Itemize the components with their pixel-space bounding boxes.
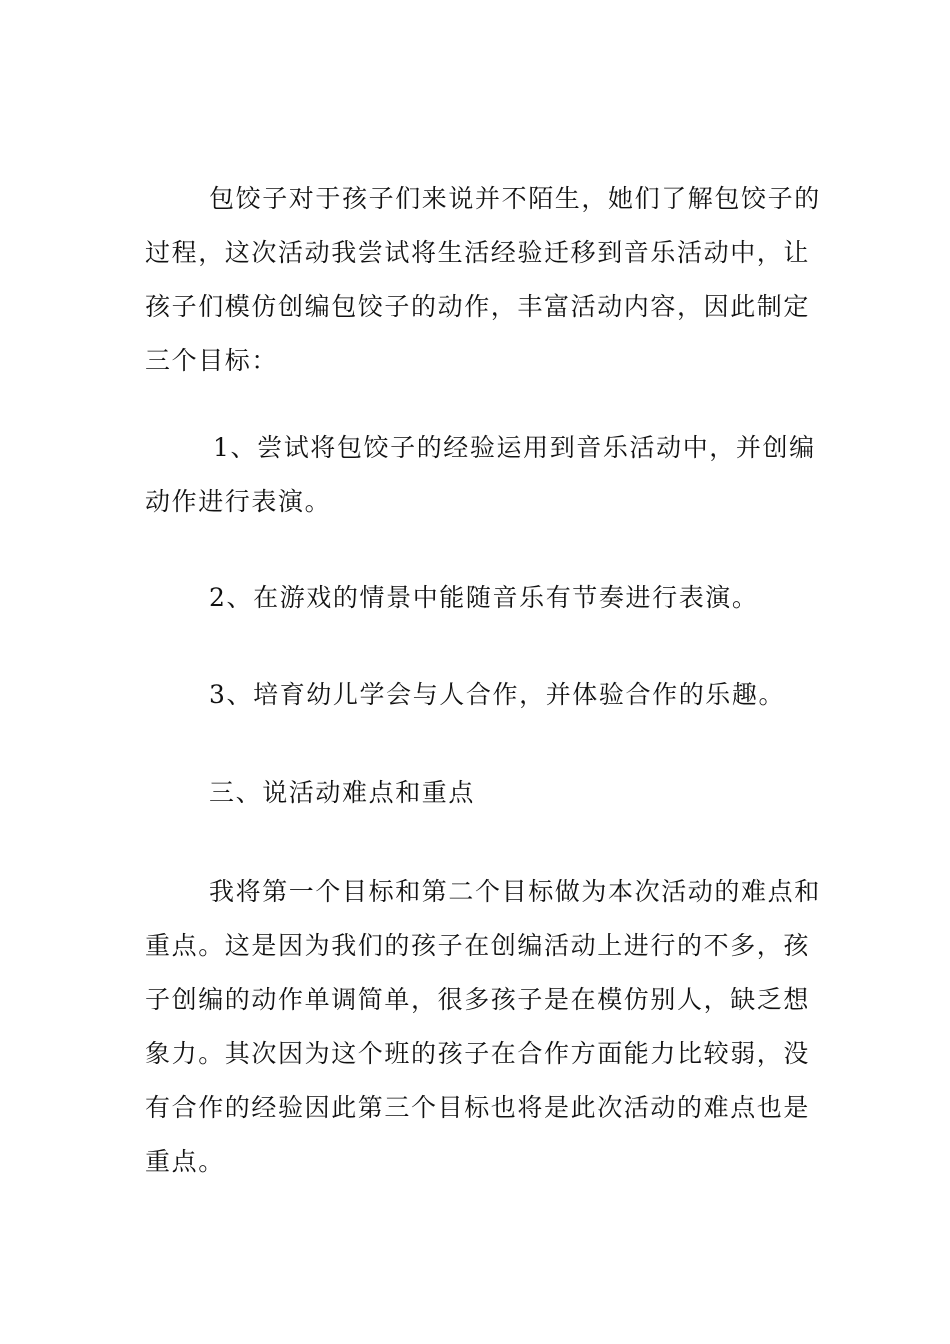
- text-line: 三个目标：: [145, 346, 279, 375]
- section-heading: [145, 766, 809, 820]
- text-line: 三、说活动难点和重点: [209, 778, 476, 807]
- text-line: 有合作的经验因此第三个目标也将是此次活动的难点也是: [145, 1093, 811, 1122]
- text-line: 3、培育幼儿学会与人合作，并体验合作的乐趣。: [209, 680, 786, 709]
- text-line: 1、尝试将包饺子的经验运用到音乐活动中，并创编: [213, 433, 816, 462]
- paragraph-intro: [145, 172, 821, 388]
- text-line: 包饺子对于孩子们来说并不陌生，她们了解包饺子的: [209, 184, 821, 213]
- paragraph-difficulty: [145, 865, 821, 1189]
- paragraph-goal-3: [145, 668, 809, 722]
- text-line: 象力。其次因为这个班的孩子在合作方面能力比较弱，没: [145, 1039, 811, 1068]
- text-line: 2、在游戏的情景中能随音乐有节奏进行表演。: [209, 583, 759, 612]
- text-line: 孩子们模仿创编包饺子的动作，丰富活动内容，因此制定: [145, 292, 811, 321]
- paragraph-goal-1: [145, 421, 816, 529]
- text-line: 重点。: [145, 1147, 225, 1176]
- text-line: 子创编的动作单调简单，很多孩子是在模仿别人，缺乏想: [145, 985, 811, 1014]
- text-line: 重点。这是因为我们的孩子在创编活动上进行的不多，孩: [145, 931, 811, 960]
- paragraph-goal-2: [145, 571, 809, 625]
- text-line: 动作进行表演。: [145, 487, 332, 516]
- text-line: 我将第一个目标和第二个目标做为本次活动的难点和: [209, 877, 821, 906]
- text-line: 过程，这次活动我尝试将生活经验迁移到音乐活动中，让: [145, 238, 811, 267]
